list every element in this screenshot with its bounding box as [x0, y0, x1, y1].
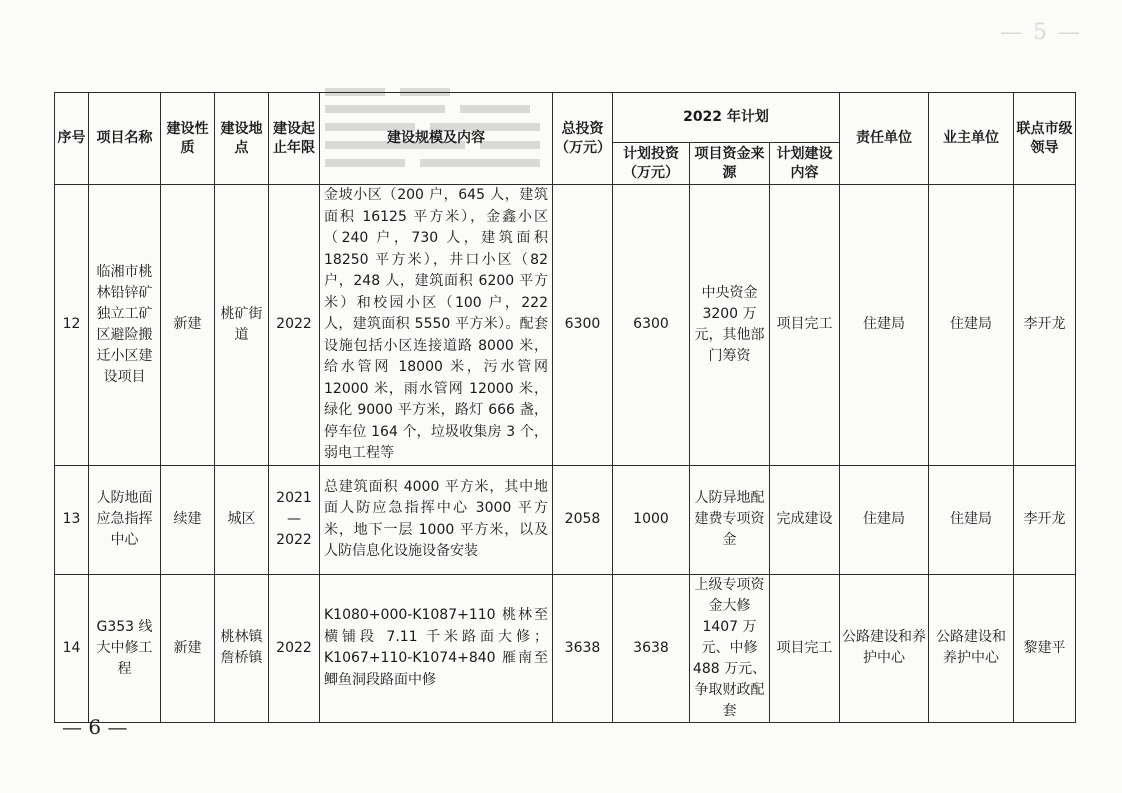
cell-owner: 住建局 [929, 465, 1014, 574]
header-name: 项目名称 [89, 93, 161, 185]
header-plan-invest: 计划投资（万元） [613, 143, 690, 185]
table-row [55, 465, 1076, 574]
cell-responsible: 住建局 [840, 465, 929, 574]
cell-total: 2058 [553, 465, 613, 574]
header-row-1 [55, 93, 1076, 143]
header-plan-content: 计划建设内容 [770, 143, 840, 185]
header-location: 建设地点 [215, 93, 269, 185]
header-plan-group: 2022 年计划 [613, 93, 840, 143]
previous-page-number: — 5 — [1000, 20, 1082, 45]
header-plan-source: 项目资金来源 [690, 143, 770, 185]
cell-leader: 黎建平 [1014, 574, 1076, 722]
cell-name: 临湘市桃林铅锌矿独立工矿区避险搬迁小区建设项目 [89, 185, 161, 466]
header-seq: 序号 [55, 93, 89, 185]
header-total: 总投资（万元） [553, 93, 613, 185]
page-number: — 6 — [62, 715, 128, 739]
cell-location: 城区 [215, 465, 269, 574]
cell-responsible: 住建局 [840, 185, 929, 466]
cell-seq: 12 [55, 185, 89, 466]
cell-period: 2021—2022 [269, 465, 320, 574]
cell-plan-content: 项目完工 [770, 574, 840, 722]
cell-responsible: 公路建设和养护中心 [840, 574, 929, 722]
cell-total: 3638 [553, 574, 613, 722]
table-row [55, 185, 1076, 466]
cell-period: 2022 [269, 185, 320, 466]
header-responsible: 责任单位 [840, 93, 929, 185]
table-row [55, 574, 1076, 722]
cell-plan-content: 完成建设 [770, 465, 840, 574]
header-owner: 业主单位 [929, 93, 1014, 185]
cell-scope: K1080+000-K1087+110 桃林至横铺段 7.11 千米路面大修；K1067+110-K1074+840 雁南至鲫鱼洞段路面中修 [320, 574, 553, 722]
cell-leader: 李开龙 [1014, 185, 1076, 466]
header-nature: 建设性质 [161, 93, 215, 185]
cell-name: G353 线大中修工程 [89, 574, 161, 722]
cell-name: 人防地面应急指挥中心 [89, 465, 161, 574]
cell-location: 桃矿街道 [215, 185, 269, 466]
cell-owner: 公路建设和养护中心 [929, 574, 1014, 722]
cell-plan-source: 上级专项资金大修 1407 万元、中修 488 万元、争取财政配套 [690, 574, 770, 722]
cell-plan-invest: 1000 [613, 465, 690, 574]
header-leader: 联点市级领导 [1014, 93, 1076, 185]
cell-owner: 住建局 [929, 185, 1014, 466]
cell-plan-content: 项目完工 [770, 185, 840, 466]
cell-nature: 续建 [161, 465, 215, 574]
project-plan-table [54, 92, 1076, 723]
cell-location: 桃林镇詹桥镇 [215, 574, 269, 722]
cell-nature: 新建 [161, 185, 215, 466]
cell-nature: 新建 [161, 574, 215, 722]
cell-seq: 14 [55, 574, 89, 722]
header-period: 建设起止年限 [269, 93, 320, 185]
cell-period: 2022 [269, 574, 320, 722]
cell-plan-invest: 3638 [613, 574, 690, 722]
cell-seq: 13 [55, 465, 89, 574]
cell-leader: 李开龙 [1014, 465, 1076, 574]
cell-plan-source: 中央资金 3200 万元，其他部门筹资 [690, 185, 770, 466]
cell-plan-invest: 6300 [613, 185, 690, 466]
cell-scope: 金坡小区（200 户，645 人，建筑面积 16125 平方米），金鑫小区（240 户，730 人，建筑面积 18250 平方米），井口小区（82 户，248 人，建筑面积 6200 平方米）和校园小区（100 户，222 人，建筑面积 5550 平方米）。配套设施包括小区连接道路 8000 米，给水管网 18000 米，污水管网 12000 米，雨水管网 12000 米，绿化 9000 平方米，路灯 666 盏，停车位 164 个，垃圾收集房 3 个，弱电工程等 [320, 185, 553, 466]
cell-total: 6300 [553, 185, 613, 466]
cell-scope: 总建筑面积 4000 平方米，其中地面人防应急指挥中心 3000 平方米，地下一层 1000 平方米，以及人防信息化设施设备安装 [320, 465, 553, 574]
header-scope: 建设规模及内容 [320, 93, 553, 185]
cell-plan-source: 人防异地配建费专项资金 [690, 465, 770, 574]
